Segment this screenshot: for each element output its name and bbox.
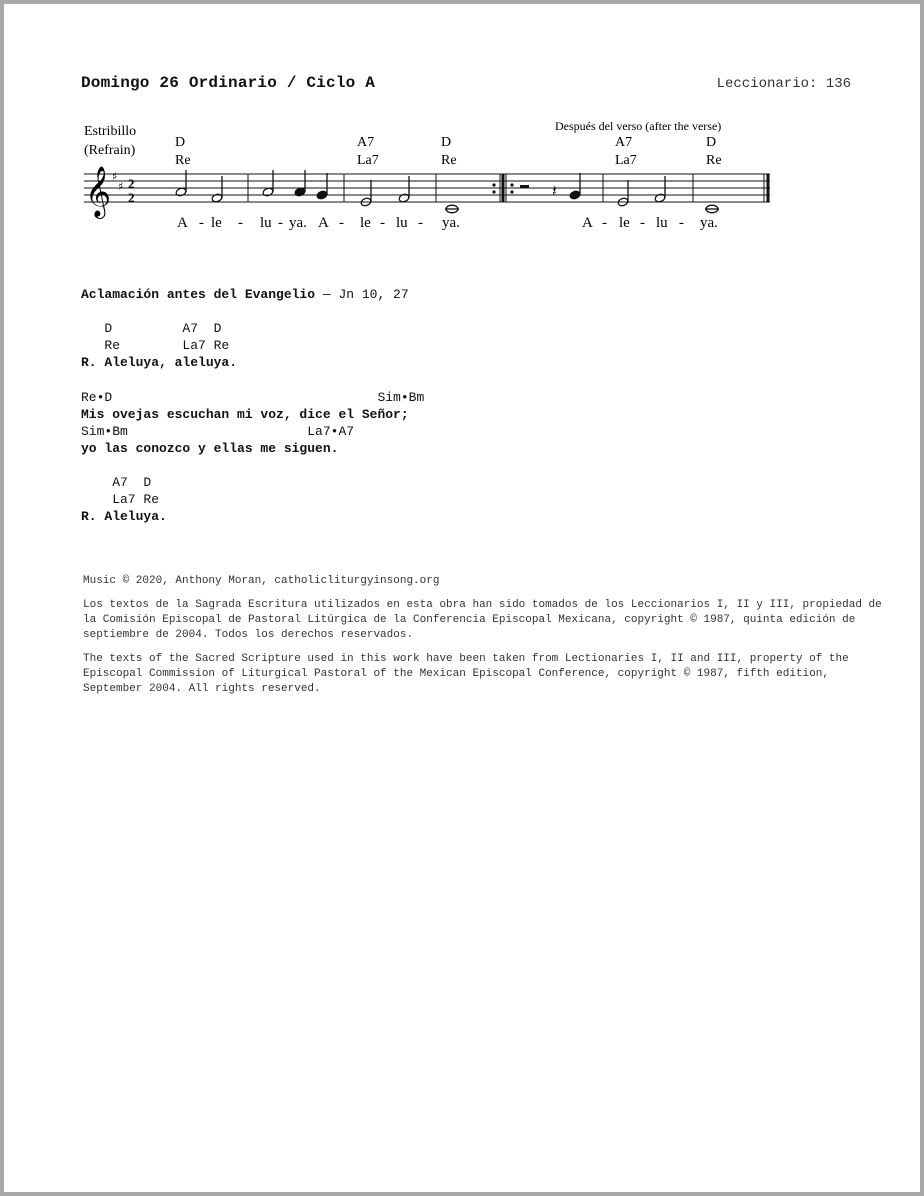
response-1-chords-line2: Re La7 Re	[81, 338, 230, 353]
repeat-dot	[492, 190, 495, 193]
chord-2-bottom: La7	[357, 153, 379, 168]
response-1-chords-line1: D A7 D	[81, 321, 222, 336]
lyric-syllable: lu	[656, 215, 668, 231]
refrain-label-es: Estribillo	[84, 124, 137, 139]
verse-line1: Mis ovejas escuchan mi voz, dice el Señor;	[81, 407, 409, 422]
lyric-hyphen: -	[418, 215, 423, 231]
lyric-hyphen: -	[640, 215, 645, 231]
chord-5-bottom: Re	[706, 153, 722, 168]
lyric-syllable: le	[360, 215, 371, 231]
lyric-syllable: ya.	[700, 215, 718, 231]
verse-chords-line2: Sim•Bm La7•A7	[81, 424, 355, 439]
lyric-hyphen: -	[339, 215, 344, 231]
copyright-es: Los textos de la Sagrada Escritura utilizados en esta obra han sido tomados de los Leccionarios I, II y III, propiedad de la Comisión Episcopal de Pastoral Litúrgica de la Conferencia Episcopal Mexicana, copyright © 1987, quinta edición de septiembre de 2004. Todos los derechos reservados.	[83, 599, 882, 641]
lyric-hyphen: -	[238, 215, 243, 231]
chord-2-top: A7	[357, 135, 375, 150]
lyric-syllable: A	[177, 215, 188, 231]
response-1-text: R. Aleluya, aleluya.	[81, 355, 238, 370]
lyric-syllable: ya.	[442, 215, 460, 231]
time-signature-top: 2	[128, 176, 135, 191]
time-signature-bottom: 2	[128, 190, 135, 205]
chord-5-top: D	[706, 135, 717, 150]
lyric-hyphen: -	[199, 215, 204, 231]
gospel-reference: — Jn 10, 27	[315, 287, 409, 302]
response-2-text: R. Aleluya.	[81, 509, 167, 524]
lyric-syllable: le	[619, 215, 630, 231]
lyrics	[177, 215, 718, 231]
response-2-chords-line1: A7 D	[81, 475, 152, 490]
notes	[175, 170, 719, 213]
lyric-syllable: lu	[260, 215, 272, 231]
response-2-chords-line2: La7 Re	[81, 492, 160, 507]
lyric-syllable: le	[211, 215, 222, 231]
verse-chords-line1: Re•D Sim•Bm	[81, 390, 425, 405]
music-score	[82, 112, 772, 242]
sharp-c-icon: ♯	[118, 180, 124, 193]
lyric-hyphen: -	[278, 215, 283, 231]
acclamation-heading	[81, 286, 409, 303]
lyric-syllable: lu	[396, 215, 408, 231]
music-credit: Music © 2020, Anthony Moran, catholicliturgyinsong.org	[83, 575, 440, 587]
lyric-syllable: ya.	[289, 215, 307, 231]
chord-3-top: D	[441, 135, 452, 150]
chord-4-bottom: La7	[615, 153, 637, 168]
repeat-dot	[510, 190, 513, 193]
footer	[83, 574, 883, 706]
page-header	[81, 74, 851, 92]
chord-4-top: A7	[615, 135, 633, 150]
lyric-hyphen: -	[679, 215, 684, 231]
acclamation-title: Aclamación antes del Evangelio	[81, 287, 316, 302]
lectionary-number: Leccionario: 136	[716, 76, 851, 92]
chord-1-top: D	[175, 135, 186, 150]
copyright-en: The texts of the Sacred Scripture used in this work have been taken from Lectionaries I, II and III, property of the Episcopal Commission of Liturgical Pastoral of the Mexican Episcopal Conference, copyright © 1987, fifth edition, September 2004. All rights reserved.	[83, 653, 849, 695]
chord-1-bottom: Re	[175, 153, 191, 168]
after-verse-label: Después del verso (after the verse)	[555, 119, 722, 133]
refrain-label-en: (Refrain)	[84, 143, 136, 158]
treble-clef-icon: 𝄞	[85, 166, 112, 217]
page-title: Domingo 26 Ordinario / Ciclo A	[81, 74, 376, 92]
staff-lines	[84, 174, 770, 202]
lyric-hyphen: -	[380, 215, 385, 231]
svg-text:𝄽: 𝄽	[552, 181, 557, 200]
score-chords	[175, 135, 722, 168]
repeat-dot	[510, 183, 513, 186]
sharp-f-icon: ♯	[112, 170, 118, 183]
lyric-hyphen: -	[602, 215, 607, 231]
lyric-syllable: A	[318, 215, 329, 231]
repeat-dot	[492, 183, 495, 186]
lyric-syllable: A	[582, 215, 593, 231]
verse-line2: yo las conozco y ellas me siguen.	[81, 441, 339, 456]
chord-3-bottom: Re	[441, 153, 457, 168]
